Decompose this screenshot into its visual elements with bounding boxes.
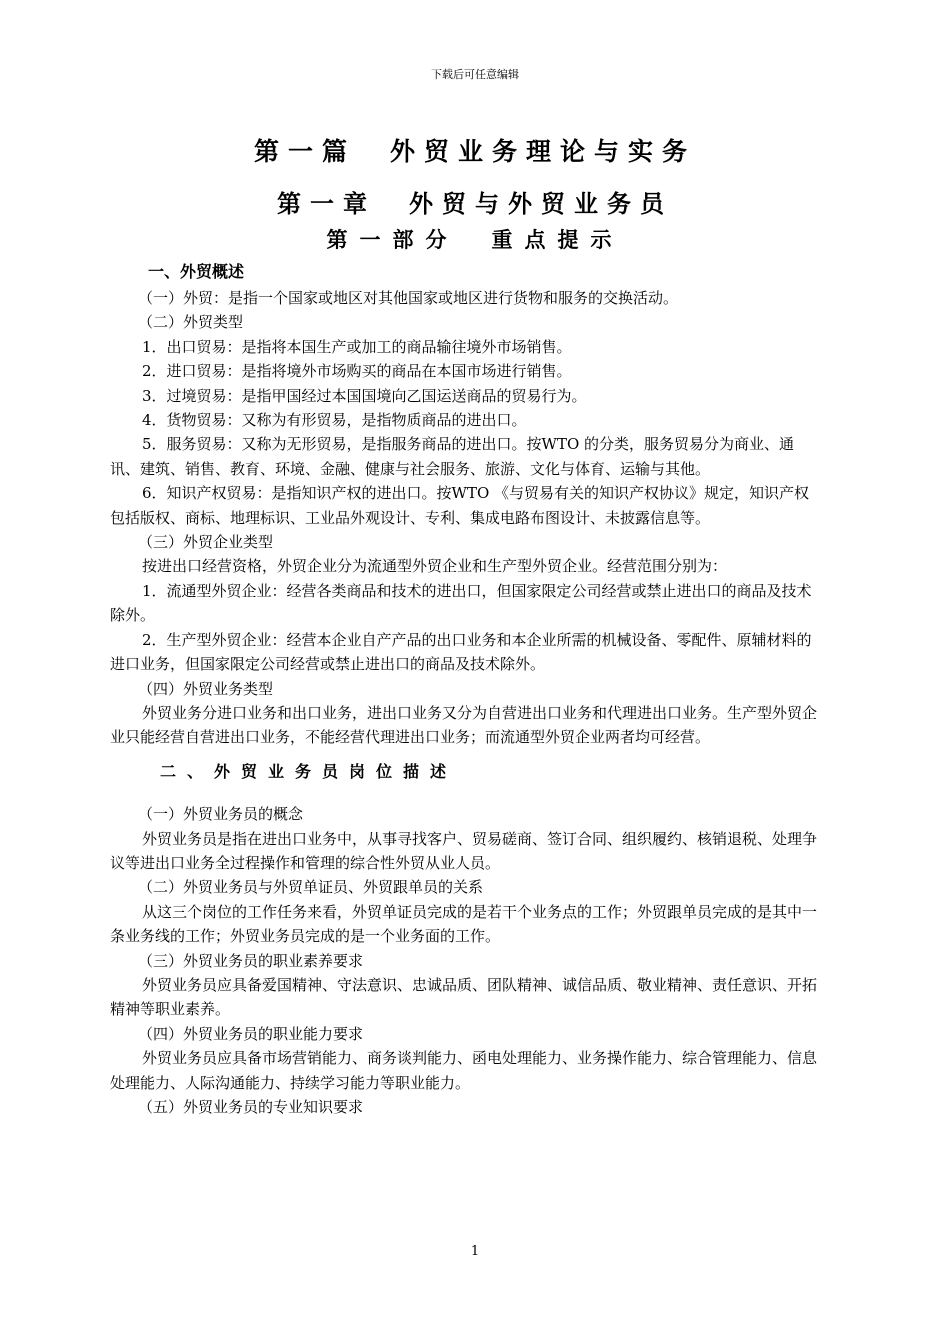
section-heading: 一、外贸概述 — [148, 262, 245, 281]
paragraph: 4．货物贸易：又称为有形贸易，是指物质商品的进出口。 — [142, 411, 527, 430]
paragraph: 1．流通型外贸企业：经营各类商品和技术的进出口，但国家限定公司经营或禁止进出口的商品及技术除外。 — [110, 581, 812, 625]
paragraph: （二）外贸类型 — [138, 313, 244, 332]
paragraph: （三）外贸业务员的职业素养要求 — [138, 951, 364, 970]
paragraph: 外贸业务分进口业务和出口业务，进出口业务又分为自营进出口业务和代理进出口业务。生产型外贸企业只能经营自营进出口业务，不能经营代理进出口业务；而流通型外贸企业两者均可经营。 — [110, 703, 818, 747]
paragraph: 2．进口贸易：是指将境外市场购买的商品在本国市场进行销售。 — [142, 362, 572, 381]
paragraph: （一）外贸：是指一个国家或地区对其他国家或地区进行货物和服务的交换活动。 — [138, 289, 679, 307]
paragraph: （五）外贸业务员的专业知识要求 — [138, 1098, 364, 1116]
paragraph: 外贸业务员应具备市场营销能力、商务谈判能力、函电处理能力、业务操作能力、综合管理能力、信息处理能力、人际沟通能力、持续学习能力等职业能力。 — [110, 1049, 818, 1092]
paragraph: （三）外贸企业类型 — [138, 533, 274, 552]
paragraph: 1．出口贸易：是指将本国生产或加工的商品输往境外市场销售。 — [142, 337, 572, 356]
chapter-title: 第一章 外贸与外贸业务员 — [277, 190, 673, 218]
page-number: 1 — [470, 1244, 480, 1259]
paragraph: 2．生产型外贸企业：经营本企业自产产品的出口业务和本企业所需的机械设备、零配件、原辅材料的进口业务，但国家限定公司经营或禁止进出口的商品及技术除外。 — [110, 630, 812, 674]
document-body — [110, 258, 822, 1119]
paragraph: 外贸业务员是指在进出口业务中，从事寻找客户、贸易磋商、签订合同、组织履约、核销退税、处理争议等进出口业务全过程操作和管理的综合性外贸从业人员。 — [110, 829, 818, 872]
paragraph: （一）外贸业务员的概念 — [138, 805, 304, 824]
section-heading: 二、外贸业务员岗位描述 — [160, 761, 458, 781]
section-title: 第一部分 重点提示 — [326, 228, 624, 252]
paragraph: 6．知识产权贸易：是指知识产权的进出口。按WTO 《与贸易有关的知识产权协议》规定，知识产权包括版权、商标、地理标识、工业品外观设计、专利、集成电路布图设计、未披露信息等。 — [110, 484, 810, 527]
paragraph: 外贸业务员应具备爱国精神、守法意识、忠诚品质、团队精神、诚信品质、敬业精神、责任意识、开拓精神等职业素养。 — [110, 975, 818, 1019]
paragraph: 3．过境贸易：是指甲国经过本国国境向乙国运送商品的贸易行为。 — [142, 386, 587, 405]
paragraph: （四）外贸业务类型 — [138, 679, 274, 698]
part-title: 第一篇 外贸业务理论与实务 — [253, 137, 696, 166]
paragraph: （二）外贸业务员与外贸单证员、外贸跟单员的关系 — [138, 878, 484, 897]
paragraph: 从这三个岗位的工作任务来看，外贸单证员完成的是若干个业务点的工作；外贸跟单员完成的是其中一条业务线的工作；外贸业务员完成的是一个业务面的工作。 — [110, 902, 818, 946]
paragraph: 按进出口经营资格，外贸企业分为流通型外贸企业和生产型外贸企业。经营范围分别为： — [142, 557, 728, 576]
paragraph: 5．服务贸易：又称为无形贸易，是指服务商品的进出口。按WTO 的分类，服务贸易分为商业、通讯、建筑、销售、教育、环境、金融、健康与社会服务、旅游、文化与体育、运输与其他。 — [110, 435, 795, 478]
paragraph: （四）外贸业务员的职业能力要求 — [138, 1024, 364, 1043]
page-header: 下载后可任意编辑 — [431, 68, 519, 81]
